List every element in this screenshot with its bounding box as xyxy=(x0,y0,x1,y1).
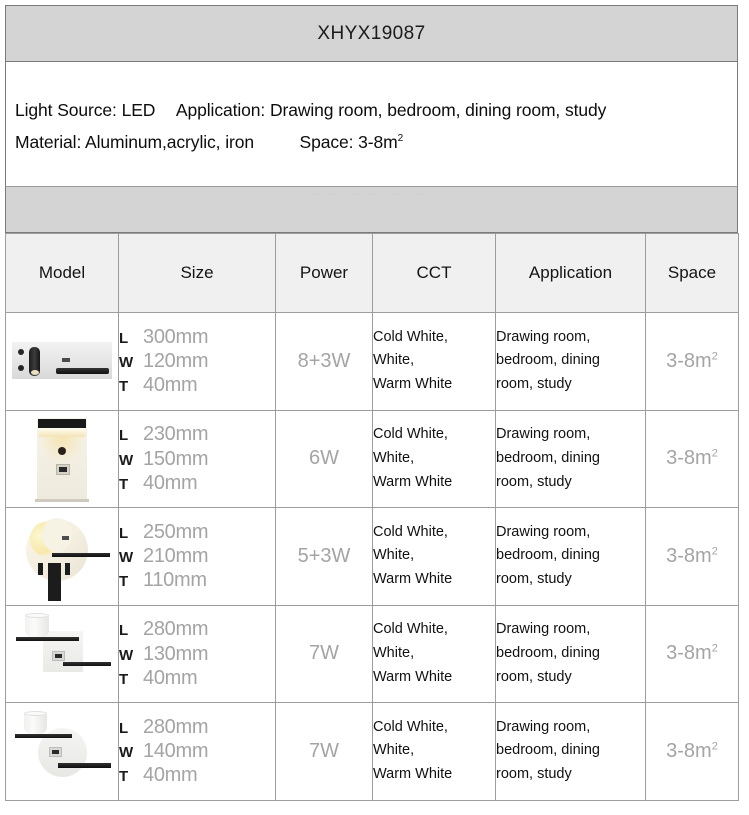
cct-line: Warm White xyxy=(373,376,453,393)
lamp-base-shape xyxy=(35,499,89,502)
size-value-thickness: 40mm xyxy=(143,471,198,494)
size-value-width: 120mm xyxy=(143,350,209,373)
size-value-length: 230mm xyxy=(143,423,209,446)
application-line: bedroom, dining xyxy=(496,352,600,369)
application-label: Application: xyxy=(175,100,266,120)
size-key-width: W xyxy=(119,646,134,664)
size-width-row xyxy=(119,642,275,666)
lamp-shade-cup-shape xyxy=(24,713,47,734)
size-value-length: 280mm xyxy=(143,618,209,641)
application-line: bedroom, dining xyxy=(496,644,600,661)
size-value-length: 300mm xyxy=(143,325,209,348)
cell-application xyxy=(496,703,646,801)
cct-line: Warm White xyxy=(373,571,453,588)
space-unit-superscript: 2 xyxy=(711,447,718,460)
lamp-arm-shape xyxy=(63,662,111,666)
space-value: 3-8m xyxy=(666,642,712,665)
cell-space xyxy=(646,508,739,606)
size-width-row xyxy=(119,739,275,763)
size-width-row xyxy=(119,544,275,568)
size-key-thickness: T xyxy=(119,670,129,688)
size-key-length: L xyxy=(119,524,129,542)
cell-model xyxy=(6,605,119,703)
cell-cct xyxy=(373,605,496,703)
watermark-band xyxy=(5,187,738,233)
size-value-length: 280mm xyxy=(143,715,209,738)
size-key-width: W xyxy=(119,549,134,567)
lamp-switch-icon xyxy=(52,651,65,661)
size-length-row xyxy=(119,422,275,446)
product-image-wall-lamp-square-plate-shelf-with-cup xyxy=(10,609,114,699)
size-length-row xyxy=(119,715,275,739)
table-row xyxy=(6,605,739,703)
cct-line: White, xyxy=(373,449,415,466)
space-value: 3-8m xyxy=(666,349,712,372)
cct-line: White, xyxy=(373,352,415,369)
cell-power: 7W xyxy=(276,605,373,703)
material-label: Material: xyxy=(15,132,82,152)
lamp-arm-shape xyxy=(52,553,110,557)
size-value-length: 250mm xyxy=(143,520,209,543)
size-thickness-row xyxy=(119,763,275,787)
description-line-light-source xyxy=(15,100,606,121)
size-value-width: 210mm xyxy=(143,545,209,568)
column-header-space: Space xyxy=(646,234,739,313)
lamp-knob-icon xyxy=(58,447,66,455)
size-key-length: L xyxy=(119,622,129,640)
size-value-thickness: 40mm xyxy=(143,374,198,397)
lamp-shelf-shape xyxy=(15,734,72,738)
cell-space xyxy=(646,605,739,703)
cell-space xyxy=(646,313,739,411)
size-value-thickness: 110mm xyxy=(143,569,207,592)
lamp-light-strip-shape xyxy=(39,428,85,437)
column-header-power: Power xyxy=(276,234,373,313)
application-line: Drawing room, xyxy=(496,523,591,540)
size-length-row xyxy=(119,520,275,544)
space-value: 3-8m xyxy=(666,447,712,470)
cell-application xyxy=(496,313,646,411)
lamp-stem-shape xyxy=(48,563,61,601)
space-value: 3-8m xyxy=(666,739,712,762)
table-row xyxy=(6,508,739,606)
application-line: Drawing room, xyxy=(496,328,591,345)
product-image-wall-lamp-horizontal-bar-reading-light xyxy=(10,316,114,406)
lamp-support-shape xyxy=(38,563,43,575)
application-line: Drawing room, xyxy=(496,718,591,735)
size-thickness-row xyxy=(119,471,275,495)
product-title-bar xyxy=(5,5,738,62)
lamp-switch-icon xyxy=(49,747,62,757)
watermark-text-line1: —— —— — — xyxy=(311,188,432,200)
cct-line: White, xyxy=(373,644,415,661)
lamp-top-bar-shape xyxy=(38,419,86,428)
cell-model xyxy=(6,703,119,801)
lamp-switch-icon xyxy=(56,464,70,475)
size-key-width: W xyxy=(119,744,134,762)
cell-cct xyxy=(373,703,496,801)
size-value-width: 140mm xyxy=(143,740,209,763)
cell-space xyxy=(646,410,739,508)
lamp-switch-icon xyxy=(62,358,70,362)
cell-size xyxy=(119,410,276,508)
specification-table xyxy=(5,233,739,801)
column-header-cct: CCT xyxy=(373,234,496,313)
cct-line: White, xyxy=(373,547,415,564)
cell-model xyxy=(6,508,119,606)
product-description-panel xyxy=(5,62,738,187)
cct-line: Warm White xyxy=(373,766,453,783)
lamp-shade-cup-shape xyxy=(25,615,49,637)
application-line: bedroom, dining xyxy=(496,742,600,759)
size-key-width: W xyxy=(119,451,134,469)
application-line: Drawing room, xyxy=(496,621,591,638)
cell-size xyxy=(119,313,276,411)
size-key-width: W xyxy=(119,354,134,372)
size-thickness-row xyxy=(119,568,275,592)
size-value-thickness: 40mm xyxy=(143,666,198,689)
application-line: bedroom, dining xyxy=(496,449,600,466)
space-value: 3-8m xyxy=(666,544,712,567)
space-unit-superscript: 2 xyxy=(711,642,718,655)
cell-application xyxy=(496,605,646,703)
lamp-support-shape xyxy=(65,563,70,575)
application-line: Drawing room, xyxy=(496,426,591,443)
table-row xyxy=(6,410,739,508)
size-value-width: 150mm xyxy=(143,447,209,470)
size-key-thickness: T xyxy=(119,378,129,396)
light-source-label: Light Source: xyxy=(15,100,117,120)
cell-application xyxy=(496,410,646,508)
cell-power: 5+3W xyxy=(276,508,373,606)
product-image-wall-lamp-vertical-panel-glow-top xyxy=(10,414,114,504)
space-value: 3-8m xyxy=(358,132,398,152)
cell-cct xyxy=(373,508,496,606)
application-line: bedroom, dining xyxy=(496,547,600,564)
cell-model xyxy=(6,313,119,411)
cct-line: Warm White xyxy=(373,668,453,685)
description-line-material xyxy=(15,132,403,153)
size-key-length: L xyxy=(119,719,129,737)
cell-size xyxy=(119,605,276,703)
lamp-crescent-glow-shape xyxy=(30,522,60,556)
cct-line: Cold White, xyxy=(373,718,448,735)
application-line: room, study xyxy=(496,571,572,588)
product-image-wall-lamp-crescent-moon-disc-with-arm xyxy=(10,511,114,601)
application-line: room, study xyxy=(496,376,572,393)
size-length-row xyxy=(119,325,275,349)
size-width-row xyxy=(119,349,275,373)
column-header-size: Size xyxy=(119,234,276,313)
table-row xyxy=(6,703,739,801)
cct-line: Cold White, xyxy=(373,621,448,638)
application-line: room, study xyxy=(496,473,572,490)
cct-line: Cold White, xyxy=(373,523,448,540)
cell-power: 8+3W xyxy=(276,313,373,411)
cell-space xyxy=(646,703,739,801)
table-header-row xyxy=(6,234,739,313)
size-length-row xyxy=(119,617,275,641)
watermark-text-line2: — —— — xyxy=(341,215,401,225)
product-image-wall-lamp-round-plate-shelf-with-cup xyxy=(10,706,114,796)
application-line: room, study xyxy=(496,668,572,685)
cct-line: Cold White, xyxy=(373,328,448,345)
light-source-value: LED xyxy=(121,100,156,120)
lamp-switch-icon xyxy=(62,536,69,540)
space-unit-superscript: 2 xyxy=(711,350,718,363)
cct-line: White, xyxy=(373,742,415,759)
column-header-application: Application xyxy=(496,234,646,313)
cell-application xyxy=(496,508,646,606)
cell-cct xyxy=(373,410,496,508)
lamp-shelf-shape xyxy=(16,637,79,641)
size-value-width: 130mm xyxy=(143,642,209,665)
product-spec-sheet xyxy=(5,5,738,801)
size-key-thickness: T xyxy=(119,573,129,591)
material-value: Aluminum,acrylic, iron xyxy=(85,132,254,152)
size-thickness-row xyxy=(119,666,275,690)
size-key-thickness: T xyxy=(119,768,129,786)
application-line: room, study xyxy=(496,766,572,783)
cell-power: 7W xyxy=(276,703,373,801)
size-key-length: L xyxy=(119,329,129,347)
cell-power: 6W xyxy=(276,410,373,508)
lamp-arm-shape xyxy=(58,763,111,768)
cell-size xyxy=(119,703,276,801)
size-key-length: L xyxy=(119,427,129,445)
cell-model xyxy=(6,410,119,508)
product-model-title: XHYX19087 xyxy=(317,22,426,44)
application-value: Drawing room, bedroom, dining room, study xyxy=(269,100,607,120)
lamp-black-bar-shape xyxy=(56,368,109,374)
cell-size xyxy=(119,508,276,606)
size-value-thickness: 40mm xyxy=(143,764,198,787)
size-key-thickness: T xyxy=(119,475,129,493)
space-unit-superscript: 2 xyxy=(711,740,718,753)
cct-line: Cold White, xyxy=(373,426,448,443)
size-thickness-row xyxy=(119,373,275,397)
lamp-cylinder-spotlight-shape xyxy=(29,347,40,376)
table-row xyxy=(6,313,739,411)
space-unit-superscript: 2 xyxy=(711,545,718,558)
cct-line: Warm White xyxy=(373,473,453,490)
space-unit-superscript: 2 xyxy=(397,133,404,145)
size-width-row xyxy=(119,447,275,471)
cell-cct xyxy=(373,313,496,411)
space-label: Space: xyxy=(299,132,354,152)
column-header-model: Model xyxy=(6,234,119,313)
